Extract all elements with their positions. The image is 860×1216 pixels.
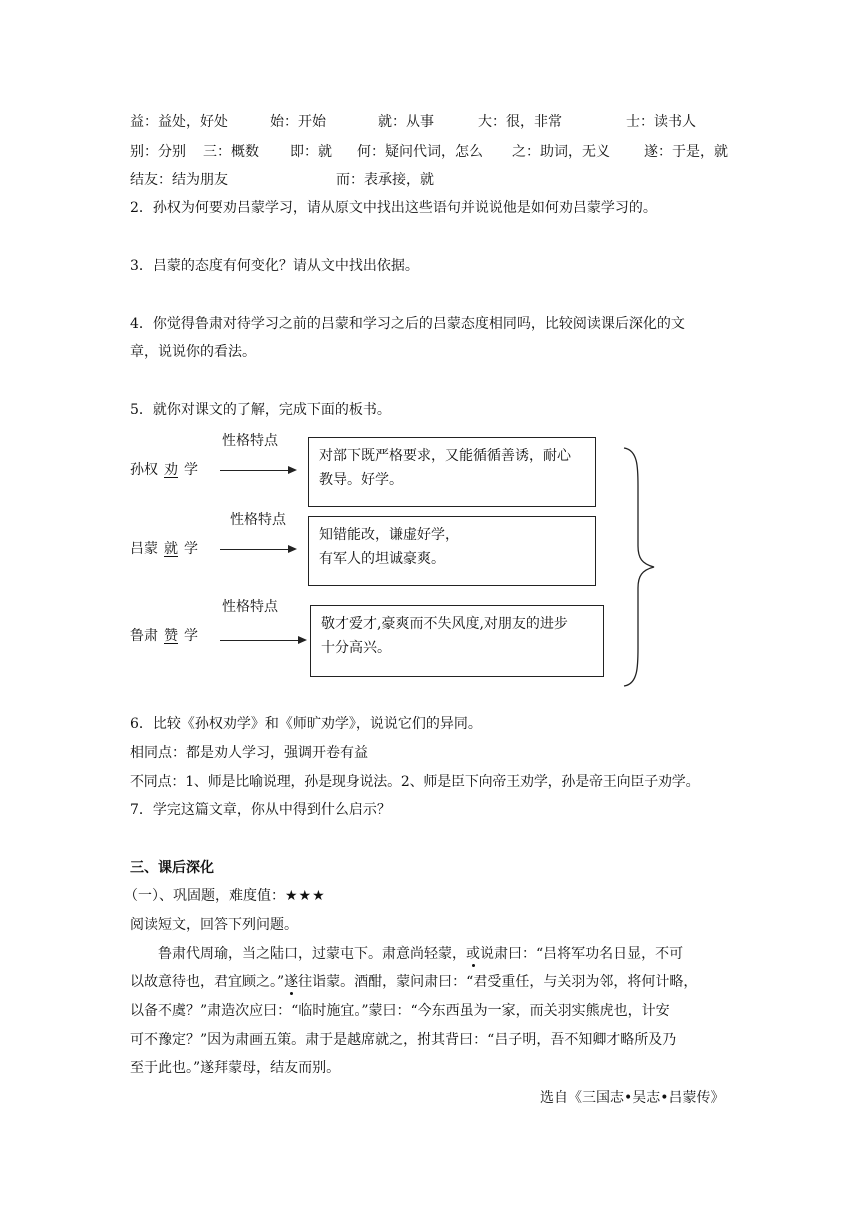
board-label-sunquan (130, 461, 198, 479)
arrow-head (288, 545, 297, 553)
curly-brace-icon (620, 446, 660, 688)
passage-line: 可不豫定？”因为肃画五策。肃于是越席就之，拊其背曰：“吕子明，吾不知卿才略所及乃 (130, 1032, 677, 1048)
box-text: 敬才爱才,豪爽而不失风度,对朋友的进步 (321, 616, 568, 632)
label-suffix: 学 (184, 541, 198, 557)
question-5: 5．就你对课文的了解，完成下面的板书。 (130, 402, 391, 418)
vocab-item: 三：概数 (203, 144, 259, 160)
difficulty-stars-icon: ★★★ (285, 888, 326, 904)
box-text: 有军人的坦诚豪爽。 (319, 551, 445, 567)
vocab-item: 益：益处，好处 (130, 114, 228, 130)
dotted-char: 遂 (284, 974, 299, 990)
trait-box-sunquan (308, 437, 596, 507)
question-2: 2．孙权为何要劝吕蒙学习，请从原文中找出这些语句并说说他是如何劝吕蒙学习的。 (130, 200, 657, 216)
section-heading: 三、课后深化 (130, 860, 214, 876)
sub-heading (124, 887, 326, 905)
label-suffix: 学 (184, 462, 198, 478)
label-name: 鲁肃 (130, 628, 158, 644)
vocab-item: 别：分别 (130, 144, 186, 160)
instruction: 阅读短文，回答下列问题。 (130, 917, 298, 933)
vocab-item: 即：就 (290, 144, 332, 160)
trait-box-lvmeng (308, 516, 596, 586)
dotted-char: 或 (466, 946, 480, 962)
label-fill: 劝 (164, 462, 178, 478)
arrow-line (220, 470, 288, 471)
vocab-item: 遂：于是，就 (644, 144, 728, 160)
passage-text: 往诣蒙。酒酣，蒙问肃曰：“君受重任，与关羽为邻，将何计略， (298, 974, 698, 990)
passage-line (158, 945, 683, 963)
vocab-item: 始：开始 (270, 114, 326, 130)
question-3: 3．吕蒙的态度有何变化？请从文中找出依据。 (130, 258, 419, 274)
passage-text: 鲁肃代周瑜，当之陆口，过蒙屯下。肃意尚轻蒙， (158, 946, 466, 962)
trait-label: 性格特点 (222, 433, 278, 449)
question-6-diff: 不同点：1、师是比喻说理，孙是现身说法。2、师是臣下向帝王劝学，孙是帝王向臣子劝学。 (130, 774, 700, 790)
passage-text: 以故意待也，君宜顾之。” (130, 974, 285, 990)
arrow-line (220, 640, 298, 641)
sub-heading-text: （一）、巩固题，难度值： (124, 888, 285, 904)
question-4-line1: 4．你觉得鲁肃对待学习之前的吕蒙和学习之后的吕蒙态度相同吗，比较阅读课后深化的文 (130, 316, 685, 332)
passage-source: 选自《三国志•吴志•吕蒙传》 (540, 1090, 725, 1106)
trait-label: 性格特点 (230, 512, 286, 528)
trait-box-lusu (310, 605, 604, 677)
box-text: 对部下既严格要求，又能循循善诱，耐心 (319, 448, 571, 464)
question-6-same: 相同点：都是劝人学习，强调开卷有益 (130, 745, 368, 761)
arrow-head (288, 466, 297, 474)
vocab-item: 士：读书人 (626, 114, 696, 130)
arrow-line (220, 549, 288, 550)
question-6: 6．比较《孙权劝学》和《师旷劝学》，说说它们的异同。 (130, 716, 482, 732)
label-fill: 就 (164, 541, 178, 557)
vocab-item: 结友：结为朋友 (130, 172, 228, 188)
label-name: 吕蒙 (130, 541, 158, 557)
vocab-item: 大：很，非常 (478, 114, 562, 130)
vocab-item: 而：表承接，就 (336, 172, 434, 188)
question-7: 7．学完这篇文章，你从中得到什么启示？ (130, 802, 391, 818)
vocab-item: 何：疑问代词，怎么 (357, 144, 483, 160)
passage-line: 以备不虞？”肃造次应曰：“临时施宜。”蒙曰：“今东西虽为一家，而关羽实熊虎也，计安 (130, 1003, 670, 1019)
board-label-lvmeng (130, 540, 198, 558)
passage-line (130, 973, 697, 991)
box-text: 知错能改，谦虚好学， (319, 527, 459, 543)
passage-text: 说肃曰：“吕将军功名日显，不可 (480, 946, 684, 962)
vocab-item: 之：助词，无义 (512, 144, 610, 160)
arrow-head (298, 636, 307, 644)
board-label-lusu (130, 627, 198, 645)
trait-label: 性格特点 (222, 599, 278, 615)
question-4-line2: 章，说说你的看法。 (130, 344, 256, 360)
vocab-item: 就：从事 (378, 114, 434, 130)
label-suffix: 学 (184, 628, 198, 644)
passage-line: 至于此也。”遂拜蒙母，结友而别。 (130, 1060, 341, 1076)
label-name: 孙权 (130, 462, 158, 478)
box-text: 十分高兴。 (321, 640, 391, 656)
box-text: 教导。好学。 (319, 472, 403, 488)
label-fill: 赞 (164, 628, 178, 644)
